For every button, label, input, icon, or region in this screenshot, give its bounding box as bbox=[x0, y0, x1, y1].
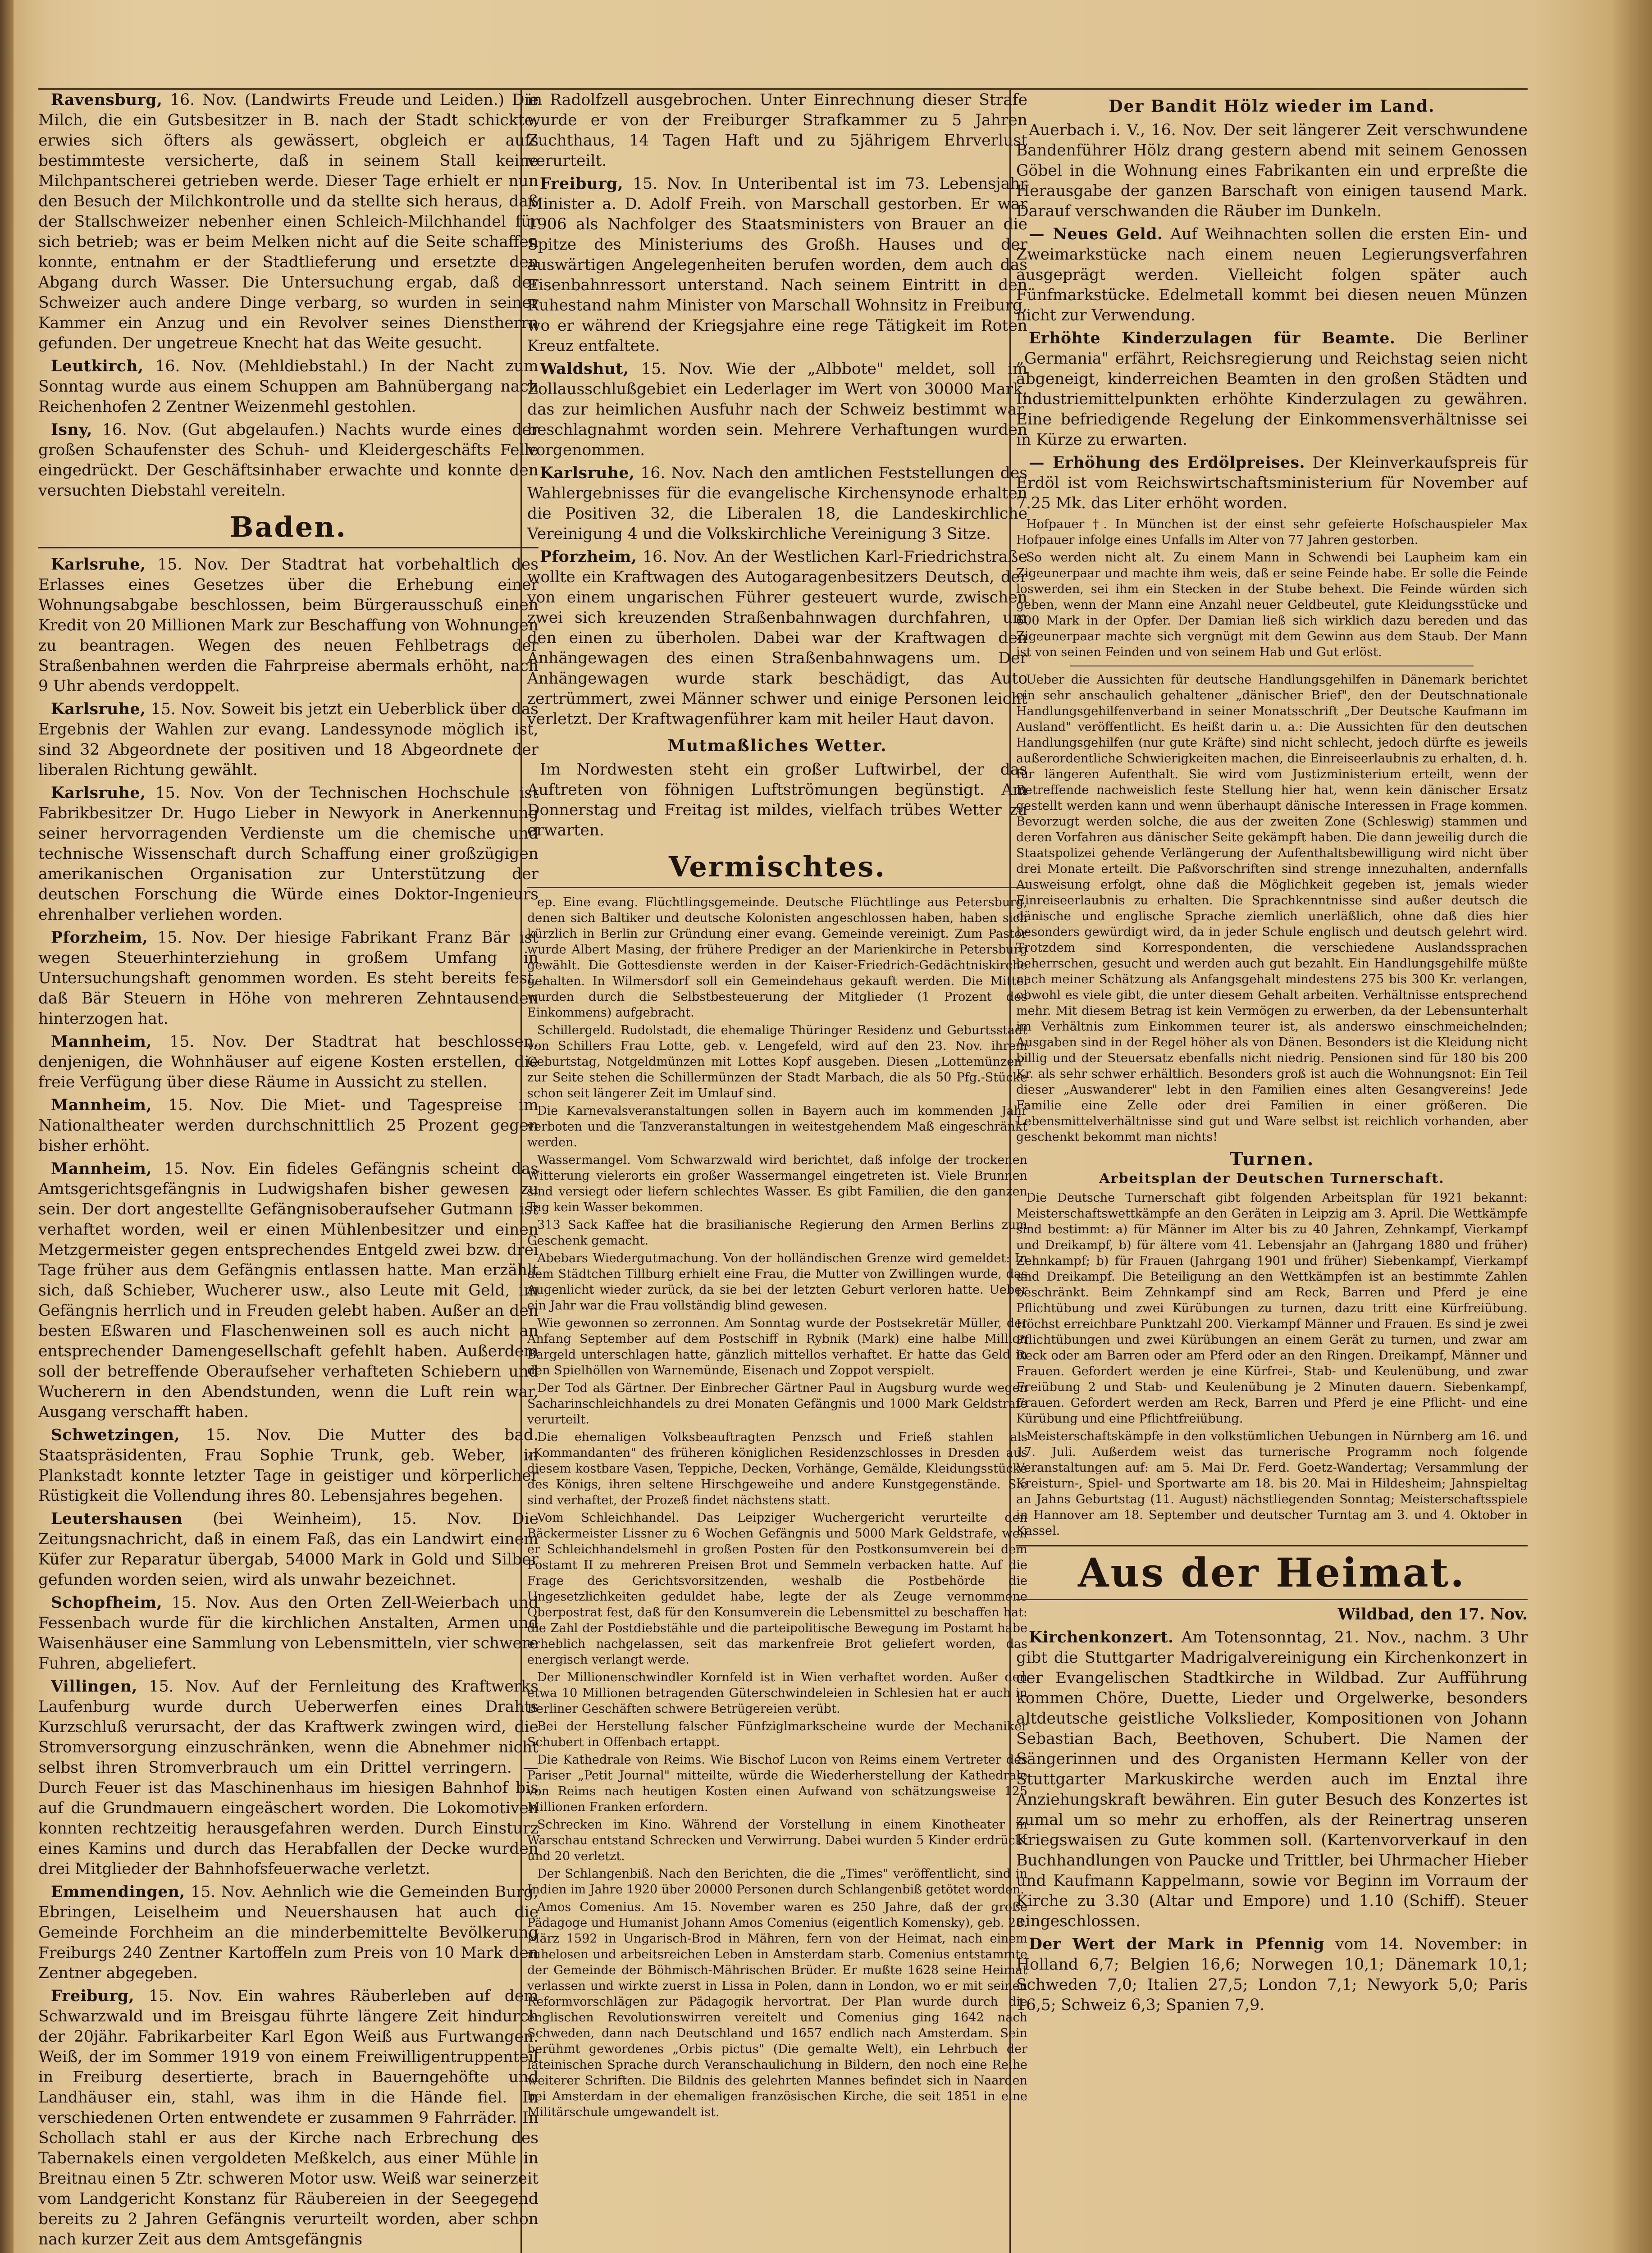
item-lead: Erhöhte Kinderzulagen für Beamte. bbox=[1029, 329, 1396, 347]
dateline: Karlsruhe, bbox=[540, 464, 635, 482]
page-shadow bbox=[1611, 0, 1652, 2253]
misc-item: Abebars Wiedergutmachung. Von der holländischen Grenze wird gemeldet: In dem Städtchen Tillburg erhielt eine Frau, die Mutter von Zwillingen wurde, das Augenlicht wieder zurück, da sie bei der letzten Geburt verloren hatte. Ueber ein Jahr war die Frau vollständig blind gewesen. bbox=[527, 1251, 1027, 1313]
misc-item: Vom Schleichhandel. Das Leipziger Wuchergericht verurteilte den Bäckermeister Lissner zu 6 Wochen Gefängnis und 5000 Mark Geldstrafe, weil er Schleichhandelsmehl in großen Posten für den Postkonsumverein bei dem Postamt II zu mehreren Preisen Brot und Semmeln verbacken hatte. Auf die Frage des Gerichtsvorsitzenden, weshalb die Postbehörde die Ungesetzlichkeiten geduldet habe, legte der als Zeuge vernommene Oberpostrat fest, daß für den Konsumverein die Lebensmittel zu beschaffen hat: die Zahl der Postdiebstähle und die parteipolitische Bewegung im Postamt habe erheblich nachgelassen, seit das markenfreie Brot geliefert worden, das energisch verlangt werde. bbox=[527, 1511, 1027, 1667]
news-item bbox=[1016, 1628, 1528, 1932]
small-item: Ueber die Aussichten für deutsche Handlungsgehilfen in Dänemark berichtet ein sehr anschaulich gehaltener „dänischer Brief", den der Deutschnationale Handlungsgehilfenverband in seiner Monatsschrift „Der Deutsche Kaufmann im Ausland" veröffentlicht. Es heißt darin u. a.: Die Aussichten für den deutschen Handlungsgehilfen (nur gute Kräfte) sind nicht schlecht, jedoch dürfte es jeweils außerordentliche Schwierigkeiten machen, die Einreiseerlaubnis zu erhalten, d. h. für längeren Aufenthalt. Sie wird vom Justizministerium erteilt, wenn der Betreffende nachweislich feste Stellung hier hat, wenn kein dänischer Ersatz gestellt werden kann und wenn überhaupt dänische Interessen in Frage kommen. Bevorzugt werden solche, die aus der zweiten Zone (Schleswig) stammen und deren Vorfahren aus dänischer Seite gekämpft haben. Die dann jeweilig durch die Staatspolizei gehende Verlängerung der Aufenthaltsbewilligung wird nicht über drei Monate erteilt. Die Paßvorschriften sind strenge innezuhalten, andernfalls Ausweisung erfolgt, ohne daß die Möglichkeit gegeben ist, jemals wieder Einreiseerlaubnis zu erhalten. Die Sprachkenntnisse sind außer deutsch die dänische und englische Sprache ziemlich unerläßlich, ohne daß dies hier besonders gewürdigt wird, da in jeder Schule englisch und deutsch gelehrt wird. Trotzdem sind Korrespondenten, die verschiedene Auslandssprachen beherrschen, gesucht und werden auch gut bezahlt. Ein Handlungsgehilfe müßte nach meiner Schätzung als Anfangsgehalt mindestens 275 bis 300 Kr. verlangen, obwohl es viele gibt, die unter diesem Gehalt arbeiten. Verhältnisse entsprechend mehr. Mit diesem Betrag ist kein Vermögen zu erwerben, da der Lebensunterhalt im Verhältnis zum Einkommen teurer ist, als anderswo einschmeichelnden; Ausgaben sind in der Regel höher als von Dänen. Besonders ist die Kleidung nicht billig und der Steuersatz ebenfalls nicht niedrig. Pensionen sind für 180 bis 200 Kr. als sehr schwer erhältlich. Besonders groß ist auch die Wohnungsnot: Ein Teil dieser „Auswanderer" lebt in den Familien eines alten Gesangvereins! Jede Familie eine Zelle oder drei Familien in einer größeren. Die Lebensmittelverhältnisse sind gut und Ware selbst ist reichlich vorhanden, aber geschenkt bekommt man nichts! bbox=[1016, 673, 1528, 1144]
misc-item: 313 Sack Kaffee hat die brasilianische Regierung den Armen Berlins zum Geschenk gemacht. bbox=[527, 1218, 1027, 1248]
news-item bbox=[38, 90, 538, 354]
misc-item: Schillergeld. Rudolstadt, die ehemalige Thüringer Residenz und Geburtsstadt von Schillers Frau Lotte, geb. v. Lengefeld, wird auf den 23. Nov. ihrem Geburtstag, Notgeldmünzen mit Lottes Kopf ausgeben. Diesen „Lottemünzen" zur Seite stehen die Schillermünzen der Stadt Marbach, die als 50 Pfg.-Stücke schon seit längerer Zeit im Umlauf sind. bbox=[527, 1023, 1027, 1100]
news-item bbox=[38, 699, 538, 780]
dateline: Mannheim, bbox=[51, 1160, 152, 1178]
news-item bbox=[38, 1509, 538, 1590]
item-text: vom 14. November: in Holland 6,7; Belgien 16,6; Norwegen 10,1; Dänemark 10,1; Schweden 7,0; Italien 27,5; London 7,1; Newyork 5,0; Paris 16,5; Schweiz 6,3; Spanien 7,9. bbox=[1016, 1935, 1528, 2014]
item-text: Auf Weihnachten sollen die ersten Ein- und Zweimarkstücke nach einem neuen Legierungsverfahren ausgeprägt werden. Vielleicht folgen später auch Fünfmarkstücke. Edelmetall kommt bei diesen neuen Münzen nicht zur Verwendung. bbox=[1016, 225, 1528, 324]
dateline: Schwetzingen, bbox=[51, 1426, 180, 1444]
item-text: 15. Nov. Ein wahres Räuberleben auf dem Schwarzwald und im Breisgau führte längere Zeit hindurch der 20jähr. Fabrikarbeiter Karl Egon Weiß aus Furtwangen. Weiß, der im Sommer 1919 von einem Freiwilligentruppenteil in Freiburg desertierte, brach in Bauerngehöfte und Landhäuser ein, stahl, was ihm in die Hände fiel. In verschiedenen Orten entwendete er zusammen 9 Fahrräder. In Schollach stahl er aus der Kirche nach Erbrechung des Tabernakels einen vergoldeten Meßkelch, aus einer Mühle in Breitnau einen 5 Ztr. schweren Motor usw. Weiß war seinerzeit vom Landgericht Konstanz für Räubereien in der Seegegend bereits zu 2 Jahren Gefängnis verurteilt worden, aber schon nach kurzer Zeit aus dem Amtsgefängnis bbox=[38, 1987, 538, 2248]
section-heading-heimat: Aus der Heimat. bbox=[1016, 1545, 1528, 1600]
item-text: 15. Nov. Der Stadtrat hat vorbehaltlich des Erlasses eines Gesetzes über die Erhebung einer Wohnungsabgabe beschlossen, beim Bürgerausschuß einen Kredit von 20 Millionen Mark zur Beschaffung von Wohnungen zu beantragen. Wegen des neuen Fehlbetrags der Straßenbahnen werden die Fahrpreise abermals erhöht, nach 9 Uhr abends verdoppelt. bbox=[38, 556, 538, 695]
top-rule bbox=[38, 88, 1528, 90]
item-text: 15. Nov. Soweit bis jetzt ein Ueberblick über das Ergebnis der Wahlen zur evang. Landessynode möglich ist, sind 32 Abgeordnete der positiven und 18 Abgeordnete der liberalen Richtung gewählt. bbox=[38, 700, 538, 779]
item-text: 15. Nov. Die Mutter des bad. Staatspräsidenten, Frau Sophie Trunk, geb. Weber, in Plankstadt konnte letzter Tage in geistiger und körperlicher Rüstigkeit die Vollendung ihres 80. Lebensjahres begehen. bbox=[38, 1426, 538, 1505]
dateline: Emmendingen, bbox=[51, 1883, 185, 1901]
dateline: Freiburg, bbox=[51, 1987, 135, 2005]
item-text: 15. Nov. In Unteribental ist im 73. Lebensjahr Minister a. D. Adolf Freih. von Marschall gestorben. Er war 1906 als Nachfolger des Staatsministers von Brauer an die Spitze des Ministeriums des Großh. Hauses und der auswärtigen Angelegenheiten berufen worden, dem auch das Eisenbahnressort unterstand. Nach seinem Eintritt in den Ruhestand nahm Minister von Marschall Wohnsitz in Freiburg, wo er während der Kriegsjahre eine rege Tätigkeit im Roten Kreuz entfaltete. bbox=[527, 175, 1027, 355]
dateline: Villingen, bbox=[51, 1678, 137, 1696]
news-item bbox=[38, 1425, 538, 1506]
dateline: Leutkirch, bbox=[51, 357, 144, 375]
item-text: 16. Nov. Nach den amtlichen Feststellungen des Wahlergebnisses für die evangelische Kirchensynode erhalten die Positiven 32, die Liberalen 18, die Landeskirchliche Vereinigung 4 und die Volkskirchliche Vereinigung 3 Sitze. bbox=[527, 464, 1027, 543]
misc-item: Der Tod als Gärtner. Der Einbrecher Gärtner Paul in Augsburg wurde wegen Sacharinschleichhandels zu drei Monaten Gefängnis und 1000 Mark Geldstrafe verurteilt. bbox=[527, 1381, 1027, 1427]
dateline: Pforzheim, bbox=[51, 929, 148, 947]
dateline: Karlsruhe, bbox=[51, 700, 146, 718]
news-item: Auerbach i. V., 16. Nov. Der seit längerer Zeit verschwundene Bandenführer Hölz drang gestern abend mit seinem Genossen Göbel in die Wohnung eines Fabrikanten ein und erpreßte die Herausgabe der ganzen Barschaft von einigen tausend Mark. Darauf verschwanden die Räuber im Dunkeln. bbox=[1016, 121, 1528, 220]
news-item-continued: in Radolfzell ausgebrochen. Unter Einrechnung dieser Strafe wurde er von der Freiburger Strafkammer zu 5 Jahren Zuchthaus, 14 Tagen Haft und zu 5jährigem Ehrverlust verurteilt. bbox=[527, 91, 1027, 170]
item-text: 15. Nov. Auf der Fernleitung des Kraftwerks Laufenburg wurde durch Ueberwerfen eines Drahts Kurzschluß verursacht, der das Kraftwerk zwingen wird, die Stromversorgung einzuschränken, wenn die Abnehmer nicht selbst ihren Stromverbrauch um ein Drittel verringern. — Durch Feuer ist das Maschinenhaus im hiesigen Bahnhof bis auf die Grundmauern eingeäschert worden. Die Lokomotiven konnten rechtzeitig herausgefahren werden. Durch Einsturz eines Kamins und durch das Herabfallen der Decke wurden drei Mitglieder der Bahnhofsfeuerwache verletzt. bbox=[38, 1678, 538, 1878]
misc-item: Der Millionenschwindler Kornfeld ist in Wien verhaftet worden. Außer den etwa 10 Millionen betragenden Güterschwindeleien in Schlesien hat er auch in Berliner Geschäften schwere Betrügereien verübt. bbox=[527, 1670, 1027, 1716]
misc-item: ep. Eine evang. Flüchtlingsgemeinde. Deutsche Flüchtlinge aus Petersburg, denen sich Baltiker und deutsche Kolonisten angeschlossen haben, haben sich kürzlich in Berlin zur Gründung einer evang. Gemeinde vereinigt. Zum Pastor wurde Albert Masing, der frühere Prediger an der Marienkirche in Petersburg gewählt. Die Gottesdienste werden in der Kaiser-Friedrich-Gedächtniskirche gehalten. In Wilmersdorf soll ein Gemeindehaus gekauft werden. Die Mittel wurden durch die Selbstbesteuerung der Mitglieder (1 Prozent des Einkommens) aufgebracht. bbox=[527, 895, 1027, 1020]
misc-items bbox=[527, 894, 1027, 2120]
misc-item: Schrecken im Kino. Während der Vorstellung in einem Kinotheater in Warschau entstand Schrecken und Verwirrung. Dabei wurden 5 Kinder erdrückt und 20 verletzt. bbox=[527, 1818, 1027, 1863]
dateline: Mannheim, bbox=[51, 1096, 152, 1114]
dateline: Ravensburg, bbox=[51, 91, 163, 109]
item-text: 15. Nov. Der Stadtrat hat beschlossen, denjenigen, die Wohnhäuser auf eigene Kosten erstellen, die freie Verfügung über diese Räume in Aussicht zu stellen. bbox=[38, 1033, 538, 1091]
news-item bbox=[38, 1593, 538, 1674]
misc-item: Der Schlangenbiß. Nach den Berichten, die die „Times" veröffentlicht, sind in Indien im Jahre 1920 über 20000 Personen durch Schlangenbiß getötet worden. bbox=[527, 1867, 1027, 1897]
binding-edge bbox=[0, 0, 14, 2253]
news-item bbox=[38, 1677, 538, 1879]
news-item bbox=[1016, 453, 1528, 514]
item-lead: Der Wert der Mark in Pfennig bbox=[1029, 1935, 1325, 1953]
dateline: Leutershausen bbox=[51, 1510, 183, 1528]
item-text: Am Totensonntag, 21. Nov., nachm. 3 Uhr gibt die Stuttgarter Madrigalvereinigung ein Kirchenkonzert in der Evangelischen Stadtkirche in Wildbad. Zur Aufführung kommen Chöre, Duette, Lieder und Orgelwerke, besonders altdeutsche geistliche Volkslieder, Kompositionen von Johann Sebastian Bach, Beethoven, Schubert. Die Namen der Sängerinnen und des Organisten Hermann Keller von der Stuttgarter Markuskirche werden auch im Enztal ihre Anziehungskraft bewähren. Ein guter Besuch des Konzertes ist zumal um so mehr zu erhoffen, als der Reinertrag unseren Kriegswaisen zu Gute kommen soll. (Kartenvorverkauf in den Buchhandlungen von Paucke und Trittler, bei Uhrmacher Hieber und Kaufmann Kappelmann, sowie vor Beginn im Vorraum der Kirche zu 3.30 (Altar und Empore) und 1.10 (Schiff). Steuer eingeschlossen. bbox=[1016, 1628, 1528, 1930]
news-item bbox=[38, 1159, 538, 1423]
news-item bbox=[38, 356, 538, 417]
item-text: 15. Nov. Ein fideles Gefängnis scheint das Amtsgerichtsgefängnis in Ludwigshafen bisher gewesen zu sein. Der dort angestellte Gefängnisoberaufseher Gutmann ist verhaftet worden, weil er einen Mühlenbesitzer und einen Metzgermeister gegen entsprechendes Entgeld zwei bzw. drei Tage früher aus dem Gefängnis entlassen hatte. Man erzählt sich, daß Schieber, Wucherer usw., also Leute mit Geld, im Gefängnis herrlich und in Freuden gelebt haben. Außer an den besten Eßwaren und Flaschenweinen soll es auch nicht an entsprechender Damengesellschaft gefehlt haben. Außerdem soll der betreffende Oberaufseher verhafteten Schiebern und Wucherern in den Abendstunden, wenn die Luft rein war, Ausgang verschafft haben. bbox=[38, 1160, 538, 1421]
news-item bbox=[38, 1095, 538, 1156]
dateline: Karlsruhe, bbox=[51, 556, 146, 574]
dateline: Mannheim, bbox=[51, 1033, 152, 1051]
item-text: (bei Weinheim), 15. Nov. Die Zeitungsnachricht, daß in einem Faß, das ein Landwirt einem Küfer zur Reparatur übergab, 54000 Mark in Gold und Silber gefunden worden seien, wird als unwahr bezeichnet. bbox=[38, 1510, 538, 1589]
item-lead: — Neues Geld. bbox=[1029, 225, 1163, 243]
item-text: 15. Nov. Aus den Orten Zell-Weierbach und Fessenbach wurde für die kirchlichen Anstalten, Armen und Waisenhäuser eine Sammlung von Lebensmitteln, vier schwere Fuhren, abgeliefert. bbox=[38, 1594, 538, 1673]
misc-item: Die ehemaligen Volksbeauftragten Penzsch und Frieß stahlen als „Kommandanten" des früheren königlichen Residenzschlosses in Dresden aus diesem kostbare Vasen, Teppiche, Decken, Vorhänge, Gemälde, Kleidungsstücke des Königs, ihren seltene Hirschgeweihe und andere Kunstgegenstände. Sie sind verhaftet, der Prozeß findet nächstens statt. bbox=[527, 1430, 1027, 1507]
item-text: 15. Nov. Wie der „Albbote" meldet, soll im Zollausschlußgebiet ein Lederlager im Wert von 30000 Mark, das zur heimlichen Ausfuhr nach der Schweiz bestimmt war, beschlagnahmt worden sein. Mehrere Verhaftungen wurden vorgenommen. bbox=[527, 360, 1027, 459]
misc-item: Bei der Herstellung falscher Fünfziglmarkscheine wurde der Mechaniker Schubert in Offenbach ertappt. bbox=[527, 1719, 1027, 1749]
news-item bbox=[1016, 328, 1528, 450]
item-text: 15. Nov. Der hiesige Fabrikant Franz Bär ist wegen Steuerhinterziehung in großem Umfang in Untersuchungshaft genommen worden. Es steht bereits fest, daß Bär Steuern in Höhe von mehreren Zehntausenden hinterzogen hat. bbox=[38, 929, 538, 1028]
column-left bbox=[38, 90, 538, 2253]
column-right bbox=[1016, 90, 1528, 2253]
item-text: 16. Nov. (Mehldiebstahl.) In der Nacht zum Sonntag wurde aus einem Schuppen am Bahnübergang nach Reichenhofen 2 Zentner Weizenmehl gestohlen. bbox=[38, 357, 538, 416]
news-item bbox=[527, 174, 1027, 356]
news-item bbox=[38, 420, 538, 501]
dateline: Waldshut, bbox=[540, 360, 629, 378]
turnen-subheading: Arbeitsplan der Deutschen Turnerschaft. bbox=[1099, 1171, 1445, 1186]
weather-heading: Mutmaßliches Wetter. bbox=[667, 736, 887, 755]
news-item bbox=[527, 547, 1027, 730]
dateline: Schopfheim, bbox=[51, 1594, 163, 1612]
item-text: 15. Nov. Aehnlich wie die Gemeinden Burg, Ebringen, Leiselheim und Neuershausen hat auch die Gemeinde Forchheim an die minderbemittelte Bevölkerung Freiburgs 240 Zentner Kartoffeln zum Preis von 10 Mark den Zentner abgegeben. bbox=[38, 1883, 538, 1982]
small-item: Die Deutsche Turnerschaft gibt folgenden Arbeitsplan für 1921 bekannt: Meisterschaftswettkämpfe an den Geräten in Leipzig am 3. April. Die Wettkämpfe sind bestimmt: a) für Männer im Alter bis zu 40 Jahren, Zehnkampf, Vierkampf und Dreikampf, b) für ältere vom 41. Lebensjahr an (Jahrgang 1880 und früher) Zehnkampf; b) für Frauen (Jahrgang 1901 und früher) Siebenkampf, Vierkampf und Dreikampf. Die Beteiligung an den Wettkämpfen ist an bestimmte Zahlen beschränkt. Beim Zehnkampf sind am Reck, Barren und Pferd je eine Pflichtübung und zwei Kürübungen zu turnen, dazu tritt eine Kürfreiübung. Höchst erreichbare Punktzahl 200. Vierkampf Männer und Frauen. Es sind je zwei Pflichtübungen und zwei Kürübungen an einem Gerät zu turnen, und zwar am Reck oder am Barren oder am Pferd oder an den Ringen. Dreikampf, Männer und Frauen. Gefordert werden je eine Kürfrei-, Stab- und Keulenübung, und zwar Freiübung 2 und Stab- und Keulenübung je 2 Minuten dauern. Siebenkampf, Frauen. Gefordert werden am Reck, Barren und Pferd je eine Pflicht- und eine Kürübung und eine Pflichtfreiübung. bbox=[1016, 1191, 1528, 1426]
small-items bbox=[1016, 516, 1528, 1539]
item-heading: Der Bandit Hölz wieder im Land. bbox=[1109, 97, 1435, 116]
news-item bbox=[38, 555, 538, 697]
news-item bbox=[527, 359, 1027, 461]
section-heading-turnen: Turnen. bbox=[1229, 1149, 1314, 1170]
news-item bbox=[38, 1986, 538, 2250]
item-text: 16. Nov. (Landwirts Freude und Leiden.) Die Milch, die ein Gutsbesitzer in B. nach der Stadt schickte, erwies sich öfters als gewässert, obgleich er aufs bestimmteste versicherte, daß in seinem Stall keine Milchpantscherei getrieben werde. Dieser Tage erhielt er nun den Besuch der Milchkontrolle und da stellte sich heraus, daß der Stallschweizer nebenher einen Schleich-Milchhandel für sich betrieb; was er beim Melken nicht auf die Seite schaffen konnte, entnahm er der Stadtlieferung und ersetzte den Abgang durch Wasser. Die Untersuchung ergab, daß der Schweizer auch andere Dinge verbarg, so wurden in seiner Kammer ein Anzug und ein Revolver seines Dienstherrn gefunden. Der ungetreue Knecht hat das Weite gesucht. bbox=[38, 91, 538, 352]
dateline: Karlsruhe, bbox=[51, 784, 146, 802]
news-item bbox=[1016, 1934, 1528, 2016]
dateline: Pforzheim, bbox=[540, 548, 637, 566]
misc-item: Wassermangel. Vom Schwarzwald wird berichtet, daß infolge der trockenen Witterung vielerorts ein großer Wassermangel eingetreten ist. Viele Brunnen sind versiegt oder liefern schlechtes Wasser. Es gibt Familien, die den ganzen Tag kein Wasser bekommen. bbox=[527, 1153, 1027, 1214]
small-item: So werden nicht alt. Zu einem Mann in Schwendi bei Laupheim kam ein Zigeunerpaar und machte ihm weis, daß er seine Feinde habe. Er solle die Feinde loswerden, sei ihm ein Stecken in der Stube behext. Die Feinde würden sich geben, wenn der Mann eine Anzahl neuer Geldbeutel, gute Kleidungsstücke und 600 Mark in der Opfer. Der Damian ließ sich wirklich dazu bereden und das Zigeunerpaar machte sich vergnügt mit dem Gewinn aus dem Staub. Der Mann ist von seinen Feinden und von seinem Hab und Gut erlöst. bbox=[1016, 551, 1528, 659]
news-item bbox=[38, 1032, 538, 1093]
item-text: Die Berliner „Germania" erfährt, Reichsregierung und Reichstag seien nicht abgeneigt, kinderreichen Beamten in den großen Städten und Industriemittelpunkten erhöhte Kinderzulagen zu gewähren. Eine befriedigende Regelung der Einkommensverhältnisse sei in Kürze zu erwarten. bbox=[1016, 329, 1528, 449]
small-item: Meisterschaftskämpfe in den volkstümlichen Uebungen in Nürnberg am 16. und 17. Juli. Außerdem weist das turnerische Programm noch folgende Veranstaltungen auf: am 5. Mai Dr. Ferd. Goetz-Wandertag; Versammlung der Kreisturn-, Spiel- und Sportwarte am 18. bis 20. Mai in Hildesheim; Jahnspieltag an Jahns Geburtstag (11. August) nächstliegenden Sonntag; Meisterschaftsspiele in Hannover am 18. September und deutscher Turntag am 3. und 4. Oktober in Kassel. bbox=[1016, 1429, 1528, 1538]
news-item bbox=[38, 1882, 538, 1984]
misc-item: Die Karnevalsveranstaltungen sollen in Bayern auch im kommenden Jahr verboten und die Tanzveranstaltungen in weitestgehendem Maß eingeschränkt werden. bbox=[527, 1104, 1027, 1149]
item-lead: Kirchenkonzert. bbox=[1029, 1628, 1174, 1646]
item-text: Der Kleinverkaufspreis für Erdöl ist vom Reichswirtschaftsministerium für November auf 7.25 Mk. das Liter erhöht worden. bbox=[1016, 454, 1528, 512]
dateline: Wildbad, den 17. Nov. bbox=[1337, 1605, 1528, 1624]
item-lead: — Erhöhung des Erdölpreises. bbox=[1029, 454, 1305, 472]
item-text: 16. Nov. An der Westlichen Karl-Friedrichstraße wollte ein Kraftwagen des Autogaragenbesitzers Deutsch, der von einem ungarischen Führer gesteuert wurde, zwischen zwei sich kreuzenden Straßenbahnwagen durchfahren, um den einen zu überholen. Dabei war der Kraftwagen den Anhängewagen des einen Straßenbahnwagens um. Der Anhängewagen wurde stark beschädigt, das Auto zertrümmert, zwei Männer schwer und einige Personen leicht verletzt. Der Kraftwagenführer kam mit heiler Haut davon. bbox=[527, 548, 1027, 728]
dateline: Freiburg, bbox=[540, 175, 624, 193]
misc-item: Die Kathedrale von Reims. Wie Bischof Lucon von Reims einem Vertreter des Pariser „Petit Journal" mitteilte, würde die Wiederherstellung der Kathedrale von Reims nach heutigen Kosten einen Aufwand von schätzungsweise 125 Millionen Franken erfordern. bbox=[527, 1753, 1027, 1814]
misc-item: Wie gewonnen so zerronnen. Am Sonntag wurde der Postsekretär Müller, der Anfang September auf dem Postschiff in Rybnik (Mark) eine halbe Million Bargeld unterschlagen hatte, gänzlich mittellos verhaftet. Er hatte das Geld in den Spielhöllen von Warnemünde, Eisenach und Zoppot verspielt. bbox=[527, 1316, 1027, 1377]
dateline: Isny, bbox=[51, 421, 92, 439]
weather-text: Im Nordwesten steht ein großer Luftwirbel, der das Auftreten von föhnigen Luftströmungen begünstigt. Am Donnerstag und Freitag ist mildes, vielfach trübes Wetter zu erwarten. bbox=[527, 761, 1027, 839]
news-item bbox=[38, 928, 538, 1029]
item-text: 16. Nov. (Gut abgelaufen.) Nachts wurde eines der großen Schaufenster des Schuh- und Kleidergeschäfts Felle eingedrückt. Der Geschäftsinhaber erwachte und konnte den versuchten Diebstahl vereiteln. bbox=[38, 421, 538, 500]
section-heading-baden: Baden. bbox=[38, 509, 538, 548]
news-item bbox=[527, 463, 1027, 544]
small-item: Hofpauer †. In München ist der einst sehr gefeierte Hofschauspieler Max Hofpauer infolge eines Unfalls im Alter von 77 Jahren gestorben. bbox=[1016, 517, 1528, 547]
news-item bbox=[1016, 224, 1528, 326]
column-middle bbox=[527, 90, 1027, 2253]
item-text: 15. Nov. Die Miet- und Tagespreise im Nationaltheater werden durchschnittlich 25 Prozent gegen bisher erhöht. bbox=[38, 1096, 538, 1155]
news-item bbox=[38, 783, 538, 925]
item-text: 15. Nov. Von der Technischen Hochschule ist Fabrikbesitzer Dr. Hugo Lieber in Newyork in Anerkennung seiner hervorragenden Verdienste um die chemische und technische Wissenschaft durch Schaffung einer großzügigen amerikanischen Organisation zur Unterstützung der deutschen Forschung die Würde eines Doktor-Ingenieurs ehrenhalber verliehen worden. bbox=[38, 784, 538, 924]
section-heading-vermischtes: Vermischtes. bbox=[527, 849, 1027, 888]
misc-item: Amos Comenius. Am 15. November waren es 250 Jahre, daß der große Pädagoge und Humanist Johann Amos Comenius (eigentlich Komensky), geb. 28. März 1592 in Ungarisch-Brod in Mähren, fern von der Heimat, nach einem ruhelosen und arbeitsreichen Leben in Amsterdam starb. Comenius entstammte der Gemeinde der Böhmisch-Mährischen Brüder. Er mußte 1628 seine Heimat verlassen und wirkte zuerst in Lissa in Polen, dann in London, wo er mit seinen Reformvorschlägen zur Pädagogik hervortrat. Der Plan wurde durch die englischen Revolutionswirren vereitelt und Comenius ging 1642 nach Schweden, dann nach Deutschland und 1657 endlich nach Amsterdam. Sein berühmt gewordenes „Orbis pictus" (Die gemalte Welt), ein Lehrbuch der lateinischen Sprache durch Veranschaulichung in Bildern, den noch eine Reihe weiterer Schriften. Die Bildnis des gelehrten Mannes befindet sich in Naarden bei Amsterdam in der ehemaligen französischen Kirche, die seit 1851 in eine Militärschule umgewandelt ist. bbox=[527, 1900, 1027, 2119]
